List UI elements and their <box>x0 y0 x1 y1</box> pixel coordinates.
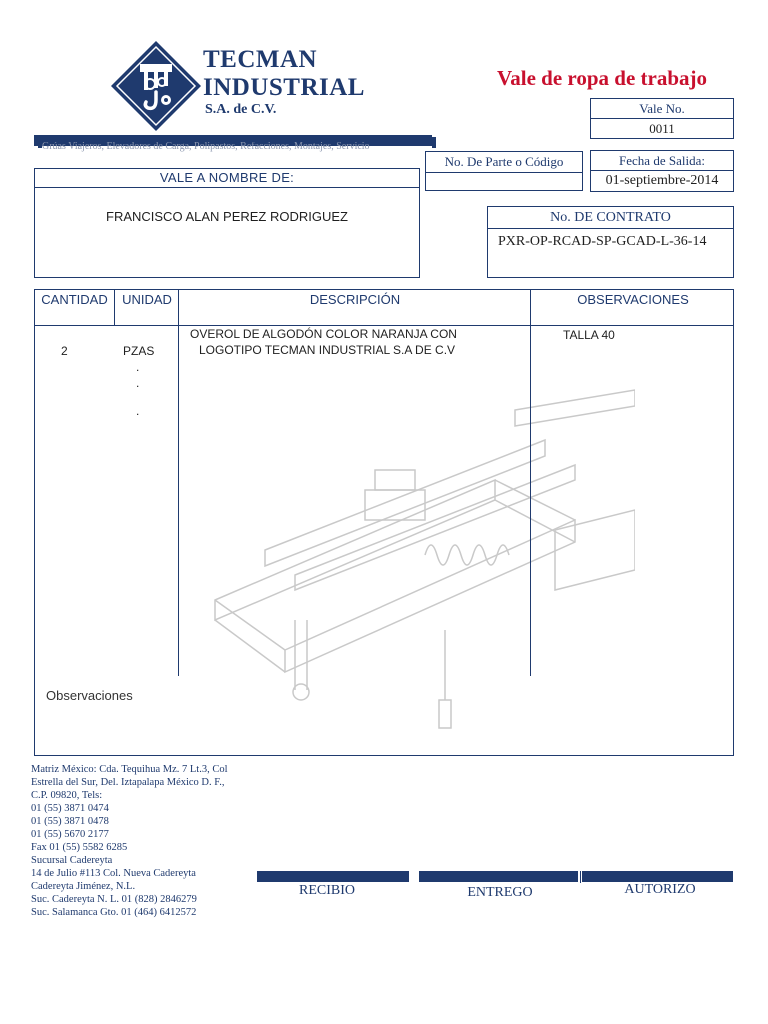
recipient-label: VALE A NOMBRE DE: <box>35 169 419 188</box>
signature-bar-entrego <box>419 871 578 882</box>
contract-label: No. DE CONTRATO <box>488 207 733 229</box>
brand-suffix: S.A. de C.V. <box>205 102 277 117</box>
vale-number-box <box>590 98 734 139</box>
contract-number: PXR-OP-RCAD-SP-GCAD-L-36-14 <box>498 234 707 249</box>
column-divider <box>530 290 531 676</box>
signature-label-entrego: ENTREGO <box>467 885 533 900</box>
part-number-box <box>425 151 583 191</box>
row-descripcion-line2: LOGOTIPO TECMAN INDUSTRIAL S.A DE C.V <box>199 343 456 357</box>
unit-dot: . <box>136 360 140 374</box>
header-unidad: UNIDAD <box>122 292 172 307</box>
unit-dot: . <box>136 404 140 418</box>
header-descripcion: DESCRIPCIÓN <box>309 292 401 307</box>
signature-label-autorizo: AUTORIZO <box>624 882 696 897</box>
brand-name-line1: TECMAN <box>203 46 318 73</box>
table-header-row <box>35 290 733 326</box>
contract-box <box>487 206 734 278</box>
crane-drawing-image <box>195 370 635 730</box>
company-address: Matriz México: Cda. Tequihua Mz. 7 Lt.3, Col Estrella del Sur, Del. Iztapalapa México D. F., C.P. 09820, Tels: 01 (55) 3871 0474 01 (55) 3871 0478 01 (55) 5670 2177 Fax 01 (55) 5582 6285 Sucursal Cadereyta 14 de Julio #113 Col. Nueva Cadereyta Cadereyta Jiménez, N.L. Suc. Cadereyta N. L. 01 (828) 2846279 Suc. Salamanca Gto. 01 (464) 6412572 <box>31 764 228 918</box>
row-observaciones: TALLA 40 <box>563 328 615 342</box>
observaciones-label: Observaciones <box>46 688 133 703</box>
vale-number-value: 0011 <box>649 121 675 136</box>
recipient-box <box>34 168 420 278</box>
row-descripcion-line1: OVEROL DE ALGODÓN COLOR NARANJA CON <box>190 327 457 341</box>
crane-hook-diamond-logo-icon <box>110 40 202 132</box>
signature-divider <box>580 871 581 883</box>
tagline-text: Grúas Viajeros, Elevadores de Carga, Polipastos, Refacciones, Montajes, Servicio <box>42 142 370 152</box>
vale-number-label: Vale No. <box>591 99 733 119</box>
signature-bar-autorizo <box>582 871 733 882</box>
brand-name-line2: INDUSTRIAL <box>203 74 365 101</box>
unit-dot: . <box>136 376 140 390</box>
signature-bar-recibio <box>257 871 409 882</box>
row-unidad: PZAS <box>123 344 155 358</box>
part-number-label: No. De Parte o Código <box>426 152 582 173</box>
exit-date-label: Fecha de Salida: <box>591 151 733 171</box>
row-cantidad: 2 <box>61 344 68 358</box>
exit-date-box <box>590 150 734 192</box>
document-title: Vale de ropa de trabajo <box>497 66 707 90</box>
items-table <box>34 289 734 756</box>
header-cantidad: CANTIDAD <box>41 292 108 307</box>
recipient-name: FRANCISCO ALAN PEREZ RODRIGUEZ <box>106 209 348 224</box>
column-divider <box>178 290 179 676</box>
exit-date-value: 01-septiembre-2014 <box>605 173 719 188</box>
column-divider <box>114 290 115 326</box>
header-observaciones: OBSERVACIONES <box>577 292 689 307</box>
signature-label-recibio: RECIBIO <box>299 883 355 898</box>
